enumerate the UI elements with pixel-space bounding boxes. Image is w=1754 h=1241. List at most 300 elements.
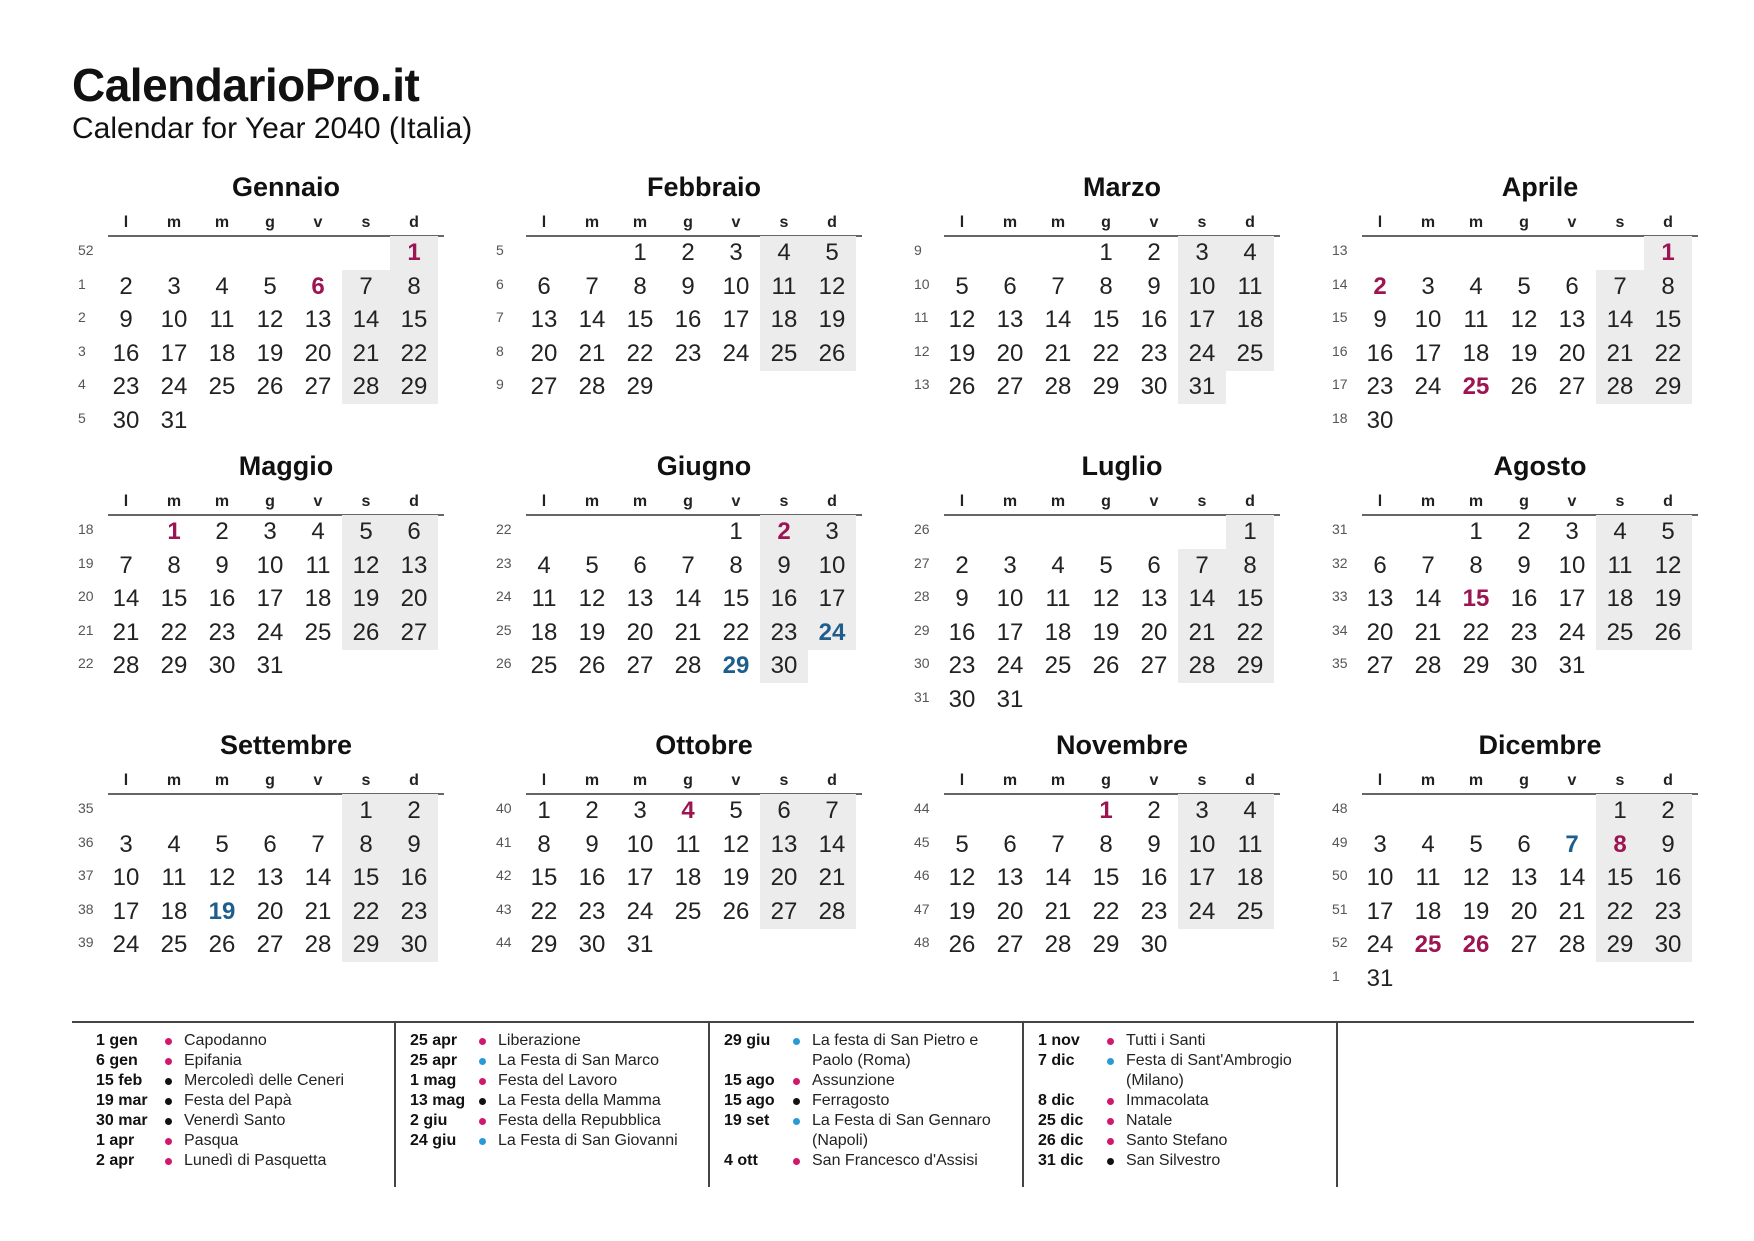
day-cell[interactable]: 12 [256,306,284,334]
day-cell[interactable]: 2 [1661,797,1675,824]
day-cell[interactable]: 8 [1099,830,1113,858]
day-cell[interactable]: 15 [1654,306,1682,334]
day-cell[interactable]: 16 [770,585,798,613]
day-cell[interactable]: 24 [1366,931,1394,959]
day-cell[interactable]: 5 [729,797,743,824]
day-cell[interactable]: 25 [530,652,558,680]
day-cell[interactable]: 3 [825,518,839,545]
day-cell[interactable]: 13 [304,306,332,334]
day-cell[interactable]: 7 [1565,830,1579,858]
day-cell[interactable]: 10 [1188,272,1216,300]
day-cell[interactable]: 29 [1092,373,1120,401]
day-cell[interactable]: 18 [208,339,236,367]
day-cell[interactable]: 11 [1607,551,1633,579]
day-cell[interactable]: 8 [1469,551,1483,579]
day-cell[interactable]: 23 [1654,897,1682,925]
day-cell[interactable]: 29 [722,652,750,680]
day-cell[interactable]: 21 [1414,618,1442,646]
day-cell[interactable]: 29 [160,652,188,680]
day-cell[interactable]: 1 [1613,797,1627,824]
day-cell[interactable]: 13 [1140,585,1168,613]
day-cell[interactable]: 20 [1366,618,1394,646]
day-cell[interactable]: 9 [1661,830,1675,858]
day-cell[interactable]: 24 [1188,339,1216,367]
day-cell[interactable]: 11 [675,830,701,858]
day-cell[interactable]: 26 [1092,652,1120,680]
day-cell[interactable]: 14 [304,864,332,892]
day-cell[interactable]: 11 [161,864,187,892]
day-cell[interactable]: 7 [825,797,839,824]
day-cell[interactable]: 14 [818,830,846,858]
day-cell[interactable]: 26 [352,618,380,646]
day-cell[interactable]: 24 [1558,618,1586,646]
day-cell[interactable]: 30 [208,652,236,680]
day-cell[interactable]: 18 [160,897,188,925]
day-cell[interactable]: 8 [1661,272,1675,300]
day-cell[interactable]: 2 [215,518,229,545]
day-cell[interactable]: 7 [1051,830,1065,858]
day-cell[interactable]: 11 [209,306,235,334]
day-cell[interactable]: 17 [626,864,654,892]
day-cell[interactable]: 5 [1661,518,1675,545]
day-cell[interactable]: 4 [1051,551,1065,579]
day-cell[interactable]: 12 [948,864,976,892]
day-cell[interactable]: 15 [1606,864,1634,892]
day-cell[interactable]: 14 [1558,864,1586,892]
day-cell[interactable]: 15 [1236,585,1264,613]
day-cell[interactable]: 19 [352,585,380,613]
day-cell[interactable]: 11 [531,585,557,613]
day-cell[interactable]: 18 [1462,339,1490,367]
day-cell[interactable]: 25 [674,897,702,925]
day-cell[interactable]: 1 [1243,518,1257,545]
day-cell[interactable]: 15 [722,585,750,613]
day-cell[interactable]: 1 [1661,239,1675,266]
day-cell[interactable]: 3 [167,272,181,300]
day-cell[interactable]: 16 [112,339,140,367]
day-cell[interactable]: 7 [359,272,373,300]
day-cell[interactable]: 6 [1373,551,1387,579]
day-cell[interactable]: 25 [1236,897,1264,925]
day-cell[interactable]: 18 [1044,618,1072,646]
day-cell[interactable]: 16 [1654,864,1682,892]
day-cell[interactable]: 2 [777,518,791,545]
day-cell[interactable]: 12 [1510,306,1538,334]
day-cell[interactable]: 16 [578,864,606,892]
day-cell[interactable]: 14 [1044,306,1072,334]
day-cell[interactable]: 29 [626,373,654,401]
day-cell[interactable]: 24 [626,897,654,925]
day-cell[interactable]: 1 [633,239,647,266]
day-cell[interactable]: 7 [585,272,599,300]
day-cell[interactable]: 16 [948,618,976,646]
day-cell[interactable]: 27 [530,373,558,401]
day-cell[interactable]: 26 [1654,618,1682,646]
day-cell[interactable]: 17 [1188,306,1216,334]
day-cell[interactable]: 24 [256,618,284,646]
day-cell[interactable]: 28 [1188,652,1216,680]
day-cell[interactable]: 15 [626,306,654,334]
day-cell[interactable]: 27 [996,373,1024,401]
day-cell[interactable]: 29 [1462,652,1490,680]
day-cell[interactable]: 10 [1414,306,1442,334]
day-cell[interactable]: 19 [1092,618,1120,646]
day-cell[interactable]: 6 [537,272,551,300]
day-cell[interactable]: 19 [578,618,606,646]
day-cell[interactable]: 18 [304,585,332,613]
day-cell[interactable]: 7 [1051,272,1065,300]
day-cell[interactable]: 16 [674,306,702,334]
day-cell[interactable]: 30 [1366,407,1394,434]
day-cell[interactable]: 25 [1462,373,1490,401]
day-cell[interactable]: 29 [1092,931,1120,959]
day-cell[interactable]: 11 [1237,272,1263,300]
day-cell[interactable]: 21 [304,897,332,925]
day-cell[interactable]: 4 [215,272,229,300]
day-cell[interactable]: 13 [996,306,1024,334]
day-cell[interactable]: 28 [352,373,380,401]
day-cell[interactable]: 14 [112,585,140,613]
day-cell[interactable]: 22 [400,339,428,367]
day-cell[interactable]: 11 [1045,585,1071,613]
day-cell[interactable]: 19 [1510,339,1538,367]
day-cell[interactable]: 27 [304,373,332,401]
day-cell[interactable]: 6 [1565,272,1579,300]
day-cell[interactable]: 12 [1654,551,1682,579]
day-cell[interactable]: 1 [1099,797,1113,824]
day-cell[interactable]: 28 [112,652,140,680]
day-cell[interactable]: 12 [948,306,976,334]
day-cell[interactable]: 26 [948,373,976,401]
day-cell[interactable]: 4 [1243,797,1257,824]
day-cell[interactable]: 9 [585,830,599,858]
day-cell[interactable]: 5 [359,518,373,545]
day-cell[interactable]: 5 [825,239,839,266]
day-cell[interactable]: 25 [1606,618,1634,646]
day-cell[interactable]: 27 [1366,652,1394,680]
day-cell[interactable]: 3 [729,239,743,266]
day-cell[interactable]: 20 [1510,897,1538,925]
day-cell[interactable]: 27 [996,931,1024,959]
day-cell[interactable]: 27 [1140,652,1168,680]
day-cell[interactable]: 30 [578,931,606,959]
day-cell[interactable]: 8 [359,830,373,858]
day-cell[interactable]: 31 [160,407,188,434]
day-cell[interactable]: 1 [359,797,373,824]
day-cell[interactable]: 17 [256,585,284,613]
day-cell[interactable]: 14 [1044,864,1072,892]
day-cell[interactable]: 7 [311,830,325,858]
day-cell[interactable]: 6 [311,272,325,300]
day-cell[interactable]: 30 [1140,373,1168,401]
day-cell[interactable]: 27 [400,618,428,646]
day-cell[interactable]: 18 [1606,585,1634,613]
day-cell[interactable]: 6 [1003,830,1017,858]
day-cell[interactable]: 16 [1510,585,1538,613]
day-cell[interactable]: 2 [1147,239,1161,266]
day-cell[interactable]: 20 [1558,339,1586,367]
day-cell[interactable]: 19 [948,897,976,925]
day-cell[interactable]: 28 [1558,931,1586,959]
day-cell[interactable]: 23 [770,618,798,646]
day-cell[interactable]: 28 [674,652,702,680]
day-cell[interactable]: 17 [1188,864,1216,892]
day-cell[interactable]: 7 [1421,551,1435,579]
day-cell[interactable]: 3 [1373,830,1387,858]
day-cell[interactable]: 27 [1510,931,1538,959]
day-cell[interactable]: 27 [770,897,798,925]
day-cell[interactable]: 24 [1414,373,1442,401]
day-cell[interactable]: 23 [400,897,428,925]
day-cell[interactable]: 22 [352,897,380,925]
day-cell[interactable]: 19 [722,864,750,892]
day-cell[interactable]: 15 [1092,306,1120,334]
day-cell[interactable]: 24 [722,339,750,367]
day-cell[interactable]: 12 [352,551,380,579]
day-cell[interactable]: 2 [955,551,969,579]
day-cell[interactable]: 13 [1510,864,1538,892]
day-cell[interactable]: 5 [1099,551,1113,579]
day-cell[interactable]: 3 [1565,518,1579,545]
day-cell[interactable]: 6 [777,797,791,824]
day-cell[interactable]: 20 [400,585,428,613]
day-cell[interactable]: 8 [1613,830,1627,858]
day-cell[interactable]: 22 [1606,897,1634,925]
day-cell[interactable]: 5 [215,830,229,858]
day-cell[interactable]: 8 [1243,551,1257,579]
day-cell[interactable]: 20 [996,339,1024,367]
day-cell[interactable]: 15 [1092,864,1120,892]
day-cell[interactable]: 12 [208,864,236,892]
day-cell[interactable]: 13 [256,864,284,892]
day-cell[interactable]: 17 [112,897,140,925]
day-cell[interactable]: 11 [1415,864,1441,892]
day-cell[interactable]: 25 [1236,339,1264,367]
day-cell[interactable]: 20 [770,864,798,892]
day-cell[interactable]: 28 [1044,373,1072,401]
day-cell[interactable]: 3 [1195,239,1209,266]
day-cell[interactable]: 22 [1462,618,1490,646]
day-cell[interactable]: 21 [818,864,846,892]
day-cell[interactable]: 2 [407,797,421,824]
day-cell[interactable]: 12 [818,272,846,300]
day-cell[interactable]: 8 [407,272,421,300]
day-cell[interactable]: 27 [626,652,654,680]
day-cell[interactable]: 5 [263,272,277,300]
day-cell[interactable]: 24 [1188,897,1216,925]
day-cell[interactable]: 2 [1373,272,1387,300]
day-cell[interactable]: 4 [537,551,551,579]
day-cell[interactable]: 3 [119,830,133,858]
day-cell[interactable]: 30 [112,407,140,434]
day-cell[interactable]: 10 [626,830,654,858]
day-cell[interactable]: 13 [770,830,798,858]
day-cell[interactable]: 22 [160,618,188,646]
day-cell[interactable]: 17 [1366,897,1394,925]
day-cell[interactable]: 8 [537,830,551,858]
day-cell[interactable]: 10 [1366,864,1394,892]
day-cell[interactable]: 13 [530,306,558,334]
day-cell[interactable]: 4 [167,830,181,858]
day-cell[interactable]: 6 [1517,830,1531,858]
day-cell[interactable]: 14 [674,585,702,613]
day-cell[interactable]: 26 [1510,373,1538,401]
day-cell[interactable]: 4 [681,797,695,824]
day-cell[interactable]: 22 [626,339,654,367]
day-cell[interactable]: 31 [1558,652,1586,680]
day-cell[interactable]: 24 [160,373,188,401]
day-cell[interactable]: 14 [352,306,380,334]
day-cell[interactable]: 10 [112,864,140,892]
day-cell[interactable]: 30 [770,652,798,680]
day-cell[interactable]: 11 [1237,830,1263,858]
day-cell[interactable]: 23 [948,652,976,680]
day-cell[interactable]: 8 [1099,272,1113,300]
day-cell[interactable]: 9 [1147,830,1161,858]
day-cell[interactable]: 20 [530,339,558,367]
day-cell[interactable]: 5 [585,551,599,579]
day-cell[interactable]: 25 [1044,652,1072,680]
day-cell[interactable]: 14 [578,306,606,334]
day-cell[interactable]: 7 [1613,272,1627,300]
day-cell[interactable]: 26 [578,652,606,680]
day-cell[interactable]: 28 [578,373,606,401]
day-cell[interactable]: 19 [256,339,284,367]
day-cell[interactable]: 3 [1003,551,1017,579]
day-cell[interactable]: 20 [304,339,332,367]
day-cell[interactable]: 23 [674,339,702,367]
day-cell[interactable]: 2 [585,797,599,824]
day-cell[interactable]: 21 [1044,339,1072,367]
day-cell[interactable]: 21 [578,339,606,367]
day-cell[interactable]: 9 [407,830,421,858]
day-cell[interactable]: 24 [112,931,140,959]
day-cell[interactable]: 31 [1366,965,1394,992]
day-cell[interactable]: 26 [722,897,750,925]
day-cell[interactable]: 17 [1558,585,1586,613]
day-cell[interactable]: 26 [948,931,976,959]
day-cell[interactable]: 1 [1099,239,1113,266]
day-cell[interactable]: 5 [955,272,969,300]
day-cell[interactable]: 17 [818,585,846,613]
day-cell[interactable]: 23 [208,618,236,646]
day-cell[interactable]: 8 [167,551,181,579]
day-cell[interactable]: 27 [1558,373,1586,401]
day-cell[interactable]: 30 [400,931,428,959]
day-cell[interactable]: 7 [119,551,133,579]
day-cell[interactable]: 26 [1462,931,1490,959]
day-cell[interactable]: 7 [1195,551,1209,579]
day-cell[interactable]: 21 [1606,339,1634,367]
day-cell[interactable]: 28 [1606,373,1634,401]
day-cell[interactable]: 26 [818,339,846,367]
day-cell[interactable]: 21 [1558,897,1586,925]
day-cell[interactable]: 11 [305,551,331,579]
day-cell[interactable]: 25 [208,373,236,401]
day-cell[interactable]: 5 [1517,272,1531,300]
day-cell[interactable]: 22 [1092,339,1120,367]
day-cell[interactable]: 12 [1462,864,1490,892]
day-cell[interactable]: 10 [818,551,846,579]
day-cell[interactable]: 3 [1421,272,1435,300]
day-cell[interactable]: 10 [996,585,1024,613]
day-cell[interactable]: 6 [1003,272,1017,300]
day-cell[interactable]: 1 [729,518,743,545]
day-cell[interactable]: 6 [263,830,277,858]
day-cell[interactable]: 15 [352,864,380,892]
day-cell[interactable]: 14 [1414,585,1442,613]
day-cell[interactable]: 24 [996,652,1024,680]
day-cell[interactable]: 10 [256,551,284,579]
day-cell[interactable]: 1 [537,797,551,824]
day-cell[interactable]: 10 [722,272,750,300]
day-cell[interactable]: 29 [1606,931,1634,959]
day-cell[interactable]: 18 [1236,864,1264,892]
day-cell[interactable]: 15 [1462,585,1490,613]
day-cell[interactable]: 29 [1654,373,1682,401]
day-cell[interactable]: 22 [722,618,750,646]
day-cell[interactable]: 22 [1236,618,1264,646]
day-cell[interactable]: 18 [770,306,798,334]
day-cell[interactable]: 13 [1558,306,1586,334]
day-cell[interactable]: 16 [208,585,236,613]
day-cell[interactable]: 23 [1510,618,1538,646]
day-cell[interactable]: 20 [256,897,284,925]
day-cell[interactable]: 11 [1463,306,1489,334]
day-cell[interactable]: 17 [160,339,188,367]
day-cell[interactable]: 2 [681,239,695,266]
day-cell[interactable]: 17 [722,306,750,334]
day-cell[interactable]: 23 [1366,373,1394,401]
day-cell[interactable]: 19 [818,306,846,334]
day-cell[interactable]: 7 [681,551,695,579]
day-cell[interactable]: 14 [1606,306,1634,334]
day-cell[interactable]: 8 [729,551,743,579]
day-cell[interactable]: 9 [1517,551,1531,579]
day-cell[interactable]: 16 [1140,864,1168,892]
day-cell[interactable]: 20 [626,618,654,646]
day-cell[interactable]: 16 [1140,306,1168,334]
day-cell[interactable]: 25 [770,339,798,367]
day-cell[interactable]: 30 [948,686,976,713]
day-cell[interactable]: 18 [530,618,558,646]
day-cell[interactable]: 1 [407,239,421,266]
day-cell[interactable]: 9 [681,272,695,300]
day-cell[interactable]: 12 [722,830,750,858]
day-cell[interactable]: 19 [1654,585,1682,613]
day-cell[interactable]: 6 [633,551,647,579]
day-cell[interactable]: 25 [160,931,188,959]
day-cell[interactable]: 6 [1147,551,1161,579]
day-cell[interactable]: 12 [578,585,606,613]
day-cell[interactable]: 10 [1558,551,1586,579]
day-cell[interactable]: 9 [777,551,791,579]
day-cell[interactable]: 18 [674,864,702,892]
day-cell[interactable]: 2 [1517,518,1531,545]
day-cell[interactable]: 1 [1469,518,1483,545]
day-cell[interactable]: 18 [1236,306,1264,334]
day-cell[interactable]: 20 [1140,618,1168,646]
day-cell[interactable]: 26 [208,931,236,959]
day-cell[interactable]: 10 [1188,830,1216,858]
day-cell[interactable]: 4 [1421,830,1435,858]
day-cell[interactable]: 3 [633,797,647,824]
day-cell[interactable]: 13 [400,551,428,579]
day-cell[interactable]: 3 [1195,797,1209,824]
day-cell[interactable]: 23 [578,897,606,925]
day-cell[interactable]: 4 [777,239,791,266]
day-cell[interactable]: 23 [1140,897,1168,925]
